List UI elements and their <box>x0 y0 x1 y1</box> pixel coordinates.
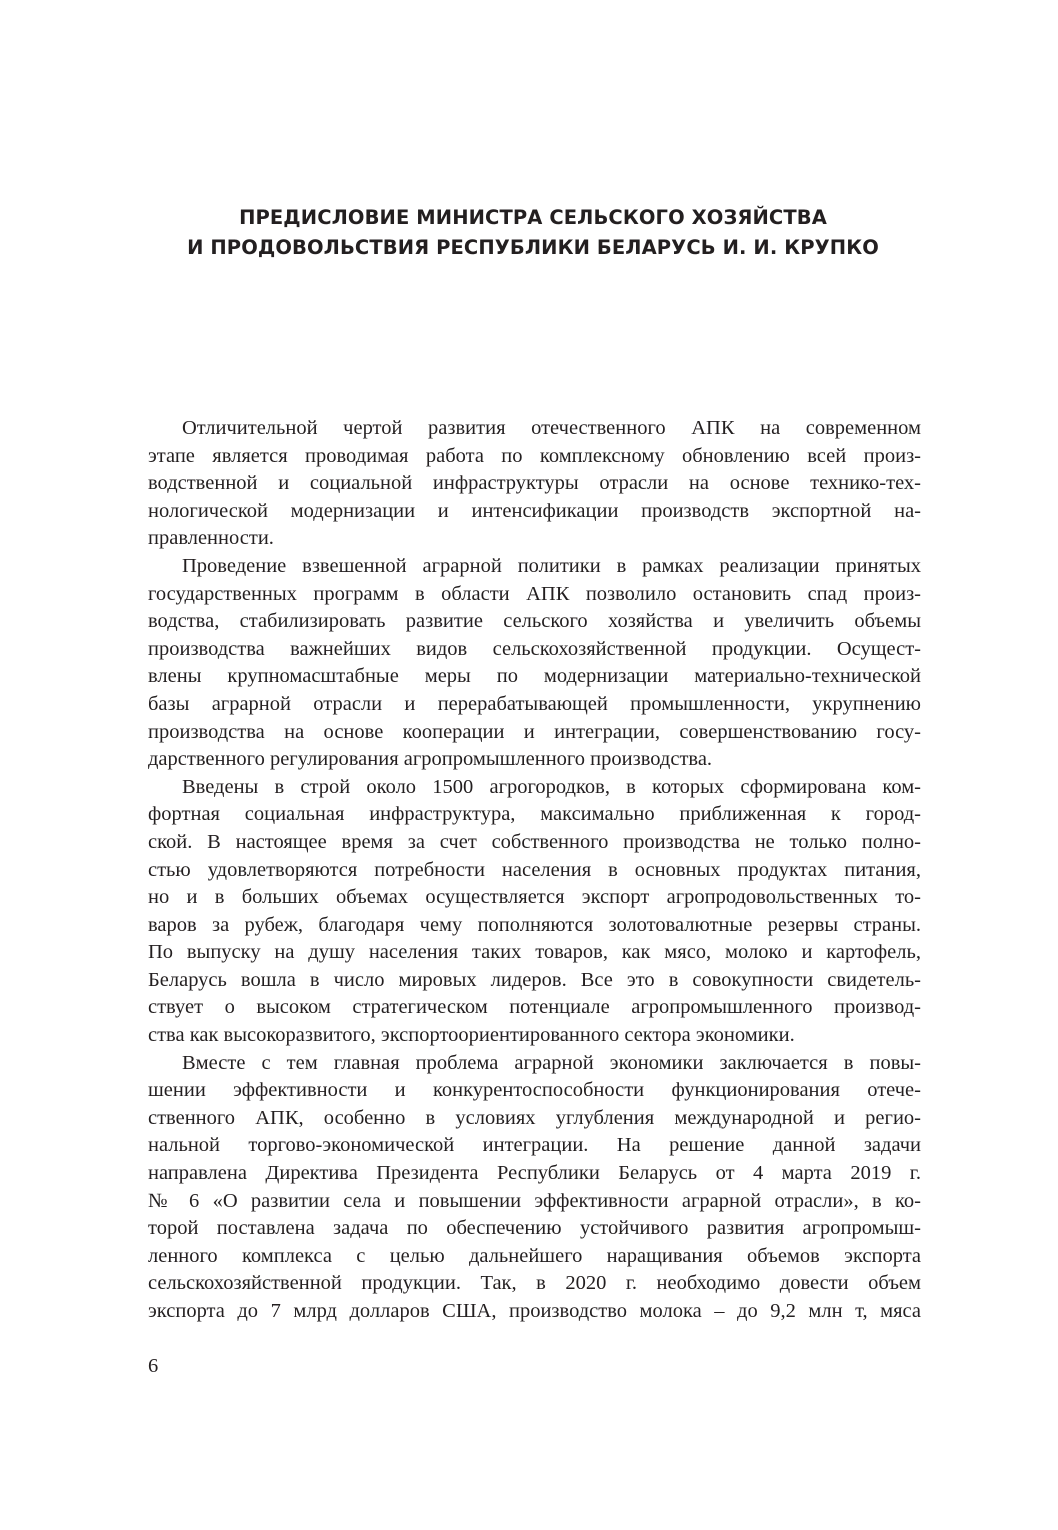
body-text <box>148 415 921 1326</box>
text-line: варов за рубеж, благодаря чему пополняются золотовалютные резервы страны. <box>148 913 921 936</box>
page-number: 6 <box>148 1355 159 1377</box>
text-line: ленного комплекса с целью дальнейшего наращивания объемов экспорта <box>148 1244 921 1267</box>
paragraph-3 <box>148 774 921 1050</box>
text-line: № 6 «О развитии села и повышении эффективности аграрной отрасли», в ко- <box>148 1189 921 1212</box>
page-title <box>148 203 918 263</box>
text-line: направлена Директива Президента Республики Беларусь от 4 марта 2019 г. <box>148 1162 921 1185</box>
text-line: Отличительной чертой развития отечественного АПК на современном <box>182 417 921 439</box>
text-line: ственного АПК, особенно в условиях углубления международной и регио- <box>148 1106 921 1129</box>
text-line: Беларусь вошла в число мировых лидеров. Все это в совокупности свидетель- <box>148 968 921 991</box>
text-line: Проведение взвешенной аграрной политики в рамках реализации принятых <box>182 554 921 577</box>
text-line: ства как высокоразвитого, экспортоориентированного сектора экономики. <box>148 1024 795 1047</box>
text-line: стью удовлетворяются потребности населения в основных продуктах питания, <box>148 858 921 881</box>
text-line: базы аграрной отрасли и перерабатывающей промышленности, укрупнению <box>148 692 921 715</box>
paragraph-4 <box>148 1050 921 1326</box>
text-line: торой поставлена задача по обеспечению устойчивого развития агропромыш- <box>148 1217 921 1240</box>
text-line: правленности. <box>148 527 274 550</box>
text-line: ской. В настоящее время за счет собственного производства не только полно- <box>148 830 921 853</box>
text-line: Введены в строй около 1500 агрогородков, в которых сформирована ком- <box>182 775 921 798</box>
text-line: влены крупномасштабные меры по модернизации материально-технической <box>148 665 921 688</box>
paragraph-2 <box>148 553 921 774</box>
text-line: государственных программ в области АПК позволило остановить спад произ- <box>148 582 921 605</box>
text-line: экспорта до 7 млрд долларов США, производство молока – до 9,2 млн т, мяса <box>148 1300 921 1322</box>
text-line: сельскохозяйственной продукции. Так, в 2020 г. необходимо довести объем <box>148 1272 921 1295</box>
text-line: шении эффективности и конкурентоспособности функционирования отече- <box>148 1079 921 1102</box>
text-line: водства, стабилизировать развитие сельского хозяйства и увеличить объемы <box>148 610 921 633</box>
text-line: нологической модернизации и интенсификации производств экспортной на- <box>148 499 921 522</box>
text-line: водственной и социальной инфраструктуры отрасли на основе технико-тех- <box>148 472 921 495</box>
text-line: Вместе с тем главная проблема аграрной экономики заключается в повы- <box>182 1051 921 1074</box>
text-line: производства на основе кооперации и интеграции, совершенствованию госу- <box>148 720 921 743</box>
text-line: этапе является проводимая работа по комплексному обновлению всей произ- <box>148 444 921 467</box>
text-line: но и в больших объемах осуществляется экспорт агропродовольственных то- <box>148 886 921 909</box>
paragraph-1 <box>148 415 921 553</box>
page-title-line-2: И ПРОДОВОЛЬСТВИЯ РЕСПУБЛИКИ БЕЛАРУСЬ И. И. КРУПКО <box>187 236 879 259</box>
text-line: нальной торгово-экономической интеграции. На решение данной задачи <box>148 1134 921 1157</box>
text-line: фортная социальная инфраструктура, максимально приближенная к город- <box>148 803 921 826</box>
text-line: По выпуску на душу населения таких товаров, как мясо, молоко и картофель, <box>148 941 921 964</box>
text-line: дарственного регулирования агропромышленного производства. <box>148 748 713 771</box>
text-line: производства важнейших видов сельскохозяйственной продукции. Осущест- <box>148 637 921 660</box>
text-line: ствует о высоком стратегическом потенциале агропромышленного производ- <box>148 996 921 1019</box>
page-title-line-1: ПРЕДИСЛОВИЕ МИНИСТРА СЕЛЬСКОГО ХОЗЯЙСТВА <box>239 206 827 229</box>
